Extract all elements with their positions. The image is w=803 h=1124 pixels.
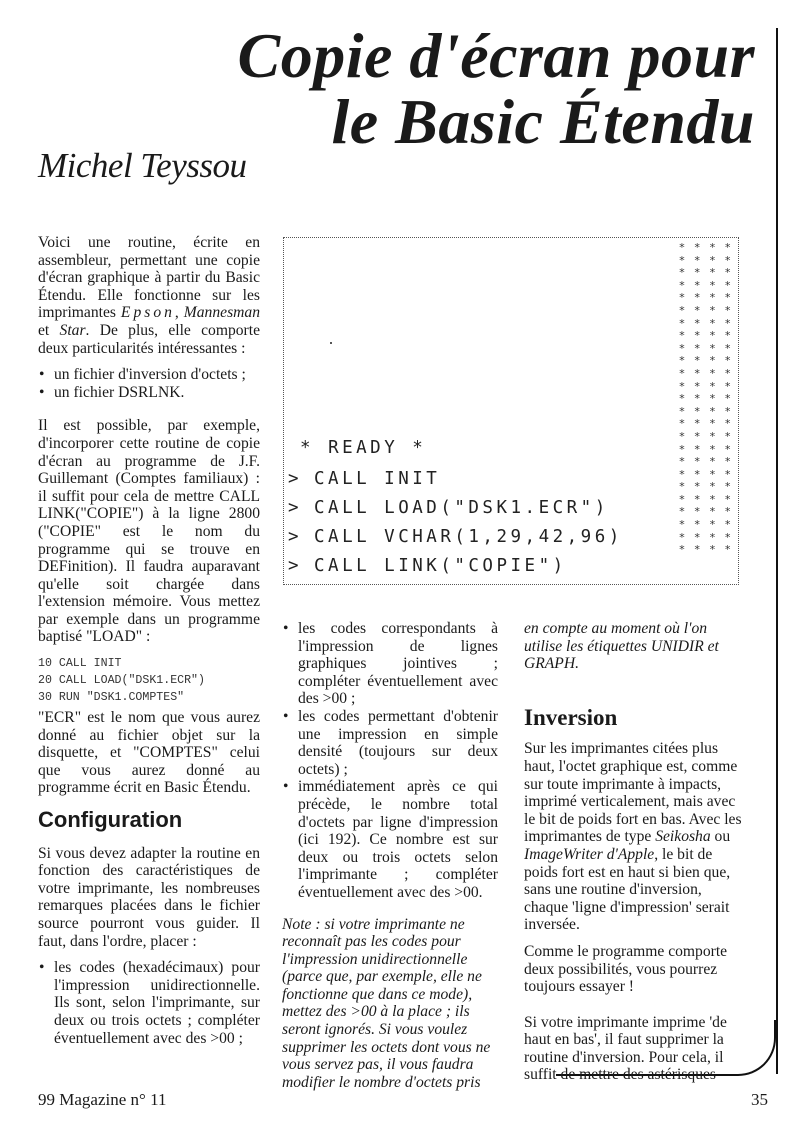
screen-capture-figure — [283, 237, 739, 585]
footer-magazine: 99 Magazine n° 11 — [38, 1090, 167, 1109]
printer-star: Star — [59, 321, 86, 339]
list-item: • les codes correspondants à l'impression de lignes graphiques jointives ; compléter éventuellement avec des >00 ; — [282, 620, 498, 708]
screen-command-line: CALL LINK("COPIE") — [314, 556, 567, 576]
paragraph: Il est possible, par exemple, d'incorporer cette routine de copie d'écran au programme de J.F. Guillemant (Comptes familiaux) : il suffit pour cela de mettre CALL LINK("COPIE") à la ligne 2800 ("COPIE" est le nom du programme qui se trouve en DEFinition). Il faudra auparavant qu'elle soit chargée dans l'extension mémoire. Vous mettez par exemple dans un programme baptisé "LOAD" : — [38, 417, 260, 646]
feature-list — [38, 366, 260, 401]
article-author: Michel Teyssou — [38, 146, 247, 185]
code-line: 10 CALL INIT — [38, 657, 122, 671]
intro-text: . De plus, elle comporte deux particularités intéressantes : — [38, 321, 260, 357]
stars-row: * * * * — [678, 241, 732, 254]
printer-mannesman: Mannesman — [183, 304, 260, 322]
page-frame-right — [776, 28, 778, 1074]
stars-row: * * * * — [678, 329, 732, 343]
stars-row: * * * * — [678, 480, 732, 494]
screen-command-line: CALL INIT — [314, 469, 441, 489]
note-paragraph-end: en compte au moment où l'on utilise les étiquettes UNIDIR et GRAPH. — [524, 620, 719, 673]
paragraph: "ECR" est le nom que vous aurez donné au fichier objet sur la disquette, et "COMPTES" celui que vous aurez donné au programme écrit en Basic Étendu. — [38, 709, 260, 797]
stars-row: * * * * — [678, 518, 732, 532]
list-item: • les codes permettant d'obtenir une impression en simple densité (toujours sur deux octets) ; — [282, 708, 498, 778]
stars-row: * * * * — [678, 530, 732, 544]
stars-row: * * * * — [678, 354, 732, 368]
list-item: • les codes (hexadécimaux) pour l'impression unidirectionnelle. Ils sont, selon l'imprimante, sur deux ou trois octets ; compléter éventuellement avec des >00 ; — [38, 959, 260, 1047]
stars-row: * * * * — [678, 379, 732, 393]
stars-row: * * * * — [678, 404, 732, 418]
page-number: 35 — [751, 1090, 768, 1109]
intro-text: , — [174, 304, 184, 322]
code-listing — [38, 655, 260, 706]
list-item: • un fichier DSRLNK. — [38, 384, 260, 402]
stars-row: * * * * — [678, 417, 732, 431]
stars-row: * * * * — [678, 505, 732, 519]
stars-row: * * * * — [678, 429, 732, 443]
paragraph: Si vous devez adapter la routine en fonction des caractéristiques de votre imprimante, les nombreuses remarques placées dans le fichier source pourront vous guider. Il faut, dans l'ordre, placer : — [38, 844, 260, 950]
stars-row: * * * * — [678, 366, 732, 380]
section-heading-configuration: Configuration — [38, 807, 183, 833]
code-line: 30 RUN "DSK1.COMPTES" — [38, 691, 185, 705]
stars-row: * * * * — [678, 543, 732, 557]
stars-row: * * * * — [678, 291, 732, 305]
inversion-text: ou — [710, 828, 731, 846]
inversion-text: Sur les imprimantes citées plus haut, l'octet graphique est, comme sur toute imprimante à impacts, imprimé verticalement, mais avec le bit de poids fort en bas. Avec les imprimantes de type — [524, 740, 742, 846]
stars-row: * * * * — [678, 303, 732, 317]
note-paragraph: Note : si votre imprimante ne reconnaît pas les codes pour l'impression unidirectionnelle (parce que, par exemple, elle ne fonctionne que dans ce mode), mettez des >00 à la place ; ils seront ignorés. Si vous voulez supprimer les octets dont vous ne vous servez pas, il vous faudra modifier le nombre d'octets pris — [282, 915, 491, 1091]
stars-row: * * * * — [678, 316, 732, 330]
screen-prompt: > — [288, 498, 303, 518]
paragraph — [524, 740, 742, 934]
printer-imagewriter: ImageWriter d'Apple — [524, 845, 655, 863]
article-title-line-2: le Basic Étendu — [331, 86, 755, 157]
stars-row: * * * * — [678, 278, 732, 292]
stars-column — [679, 242, 732, 557]
intro-paragraph — [38, 234, 260, 357]
column-2 — [282, 620, 498, 1100]
list-item: • immédiatement après ce qui précède, le nombre total d'octets par ligne d'impression (ici 192). Ce nombre est sur deux ou trois octets selon l'imprimante ; compléter éventuellement avec des >00. — [282, 778, 498, 901]
screen-command-line: CALL LOAD("DSK1.ECR") — [314, 498, 609, 518]
screen-prompt: > — [288, 556, 303, 576]
printer-seikosha: Seikosha — [655, 828, 711, 846]
stars-row: * * * * — [678, 442, 732, 456]
stars-row: * * * * — [678, 341, 732, 355]
config-list-continued — [282, 620, 498, 902]
screen-command-line: CALL VCHAR(1,29,42,96) — [314, 527, 623, 547]
section-heading-inversion: Inversion — [524, 704, 618, 730]
intro-text: Voici une routine, écrite en assembleur, permettant une copie d'écran graphique à partir du Basic Étendu. Elle fonctionne sur les imprimantes — [38, 234, 260, 322]
code-line: 20 CALL LOAD("DSK1.ECR") — [38, 674, 205, 688]
config-list — [38, 959, 260, 1047]
inversion-text: , le bit de poids fort est en haut si bien que, sans une routine d'inversion, chaque 'ligne d'impression' serait inversée. — [524, 845, 731, 934]
column-3 — [524, 620, 742, 1093]
screen-ready-line: * READY * — [300, 438, 427, 458]
screen-prompt: > — [288, 527, 303, 547]
stars-row: * * * * — [678, 467, 732, 481]
column-1 — [38, 234, 260, 1056]
list-item: • un fichier d'inversion d'octets ; — [38, 366, 260, 384]
intro-text: et — [38, 321, 60, 339]
stars-row: * * * * — [678, 253, 732, 267]
stars-row: * * * * — [678, 492, 732, 506]
stars-row: * * * * — [678, 392, 732, 406]
screen-prompt: > — [288, 469, 303, 489]
printer-epson: Epson — [120, 304, 175, 322]
screen-pixel-dot — [330, 342, 332, 344]
paragraph: Comme le programme comporte deux possibilités, vous pourrez toujours essayer ! — [524, 942, 728, 996]
stars-row: * * * * — [678, 266, 732, 280]
paragraph: Si votre imprimante imprime 'de haut en bas', il faut supprimer la routine d'inversion. Pour cela, il suffit de mettre des astérisques — [524, 1013, 727, 1084]
stars-row: * * * * — [678, 455, 732, 469]
article-title-line-1: Copie d'écran pour — [237, 20, 755, 91]
